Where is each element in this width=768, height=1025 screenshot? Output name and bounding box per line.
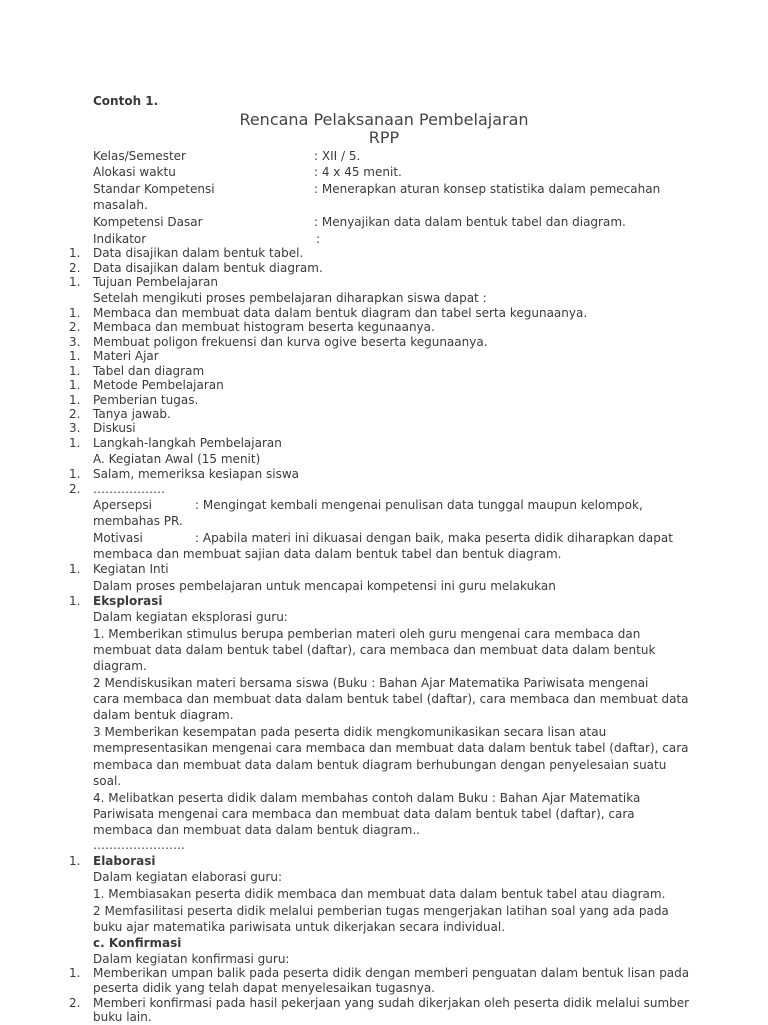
indikator-item: Data disajikan dalam bentuk diagram.	[93, 261, 323, 275]
example-label: Contoh 1.	[93, 94, 159, 108]
list-marker: 1.	[69, 467, 81, 481]
elaborasi-intro: Dalam kegiatan elaborasi guru:	[93, 870, 282, 884]
eksplorasi-point-3: soal.	[93, 774, 122, 788]
motivasi-text: : Apabila materi ini dikuasai dengan baik, maka peserta didik diharapkan dapat	[195, 531, 673, 545]
document-title: Rencana Pelaksanaan Pembelajaran	[239, 110, 529, 129]
langkah-heading: Langkah-langkah Pembelajaran	[93, 436, 282, 450]
list-marker: 3.	[69, 335, 81, 349]
indikator-value: :	[316, 232, 321, 246]
list-marker: 1.	[69, 393, 81, 407]
tujuan-item: Membuat poligon frekuensi dan kurva ogive beserta kegunaanya.	[93, 335, 488, 349]
tujuan-item: Membaca dan membuat histogram beserta kegunaanya.	[93, 320, 435, 334]
alokasi-value: : 4 x 45 menit.	[314, 165, 402, 179]
list-marker: 2.	[69, 482, 81, 496]
awal-item: Salam, memeriksa kesiapan siswa	[93, 467, 299, 481]
list-marker: 1.	[69, 562, 81, 576]
list-marker: 2.	[69, 320, 81, 334]
sk-continuation: masalah.	[93, 198, 148, 212]
apersepsi-text: : Mengingat kembali mengenai penulisan data tunggal maupun kelompok,	[195, 498, 643, 512]
indikator-label: Indikator	[93, 232, 147, 246]
indikator-item: Data disajikan dalam bentuk tabel.	[93, 246, 304, 260]
materi-item: Tabel dan diagram	[93, 364, 205, 378]
motivasi-label: Motivasi	[93, 531, 143, 545]
eksplorasi-point-4: membaca dan membuat data dalam bentuk diagram..	[93, 823, 420, 837]
list-marker: 1.	[69, 306, 81, 320]
elaborasi-point-2: buku ajar matematika pariwisata untuk dikerjakan secara individual.	[93, 920, 506, 934]
kd-value: : Menyajikan data dalam bentuk tabel dan diagram.	[314, 215, 626, 229]
eksplorasi-point-2: cara membaca dan membuat data dalam bentuk tabel (daftar), cara membaca dan membuat data	[93, 692, 689, 706]
sk-value: : Menerapkan aturan konsep statistika dalam pemecahan	[314, 182, 661, 196]
kegiatan-awal-heading: A. Kegiatan Awal (15 menit)	[93, 452, 261, 466]
eksplorasi-point-1: diagram.	[93, 659, 147, 673]
sk-label: Standar Kompetensi	[93, 182, 215, 196]
metode-item: Diskusi	[93, 421, 136, 435]
eksplorasi-point-2: 2 Mendiskusikan materi bersama siswa (Buku : Bahan Ajar Matematika Pariwisata mengenai	[93, 676, 649, 690]
awal-item: ………………	[93, 482, 165, 496]
list-marker: 1.	[69, 436, 81, 450]
tujuan-heading: Tujuan Pembelajaran	[93, 275, 218, 289]
elaborasi-heading: Elaborasi	[93, 854, 156, 868]
eksplorasi-point-4: …………………..	[93, 838, 185, 852]
eksplorasi-point-4: 4. Melibatkan peserta didik dalam membahas contoh dalam Buku : Bahan Ajar Matematika	[93, 791, 641, 805]
metode-item: Pemberian tugas.	[93, 393, 199, 407]
kd-label: Kompetensi Dasar	[93, 215, 203, 229]
eksplorasi-point-1: 1. Memberikan stimulus berupa pemberian materi oleh guru mengenai cara membaca dan	[93, 627, 641, 641]
kegiatan-inti-heading: Kegiatan Inti	[93, 562, 169, 576]
konfirmasi-intro: Dalam kegiatan konfirmasi guru:	[93, 952, 290, 966]
motivasi-continuation: membaca dan membuat sajian data dalam bentuk tabel dan bentuk diagram.	[93, 547, 562, 561]
tujuan-intro: Setelah mengikuti proses pembelajaran diharapkan siswa dapat :	[93, 291, 487, 305]
list-marker: 2.	[69, 407, 81, 421]
konfirmasi-point-2: buku lain.	[93, 1010, 152, 1024]
materi-heading: Materi Ajar	[93, 349, 159, 363]
list-marker: 1.	[69, 246, 81, 260]
inti-intro: Dalam proses pembelajaran untuk mencapai kompetensi ini guru melakukan	[93, 579, 556, 593]
list-marker: 2.	[69, 261, 81, 275]
eksplorasi-point-3: 3 Memberikan kesempatan pada peserta didik mengkomunikasikan secara lisan atau	[93, 725, 607, 739]
list-marker: 1.	[69, 364, 81, 378]
list-marker: 1.	[69, 854, 81, 868]
konfirmasi-point-2: Memberi konfirmasi pada hasil pekerjaan yang sudah dikerjakan oleh peserta didik melalui sumber	[93, 996, 690, 1010]
document-subtitle: RPP	[368, 128, 400, 147]
eksplorasi-point-2: dalam bentuk diagram.	[93, 708, 234, 722]
konfirmasi-point-1: Memberikan umpan balik pada peserta didik dengan memberi penguatan dalam bentuk lisan pada	[93, 966, 690, 980]
list-marker: 1.	[69, 378, 81, 392]
kelas-label: Kelas/Semester	[93, 149, 186, 163]
list-marker: 1.	[69, 349, 81, 363]
eksplorasi-point-3: membaca dan membuat data dalam bentuk diagram berhubungan dengan penyelesaian suatu	[93, 758, 667, 772]
alokasi-label: Alokasi waktu	[93, 165, 176, 179]
kelas-value: : XII / 5.	[314, 149, 361, 163]
metode-item: Tanya jawab.	[93, 407, 171, 421]
list-marker: 1.	[69, 275, 81, 289]
elaborasi-point-1: 1. Membiasakan peserta didik membaca dan membuat data dalam bentuk tabel atau diagram.	[93, 887, 666, 901]
eksplorasi-heading: Eksplorasi	[93, 594, 163, 608]
list-marker: 2.	[69, 996, 81, 1010]
apersepsi-continuation: membahas PR.	[93, 514, 183, 528]
elaborasi-point-2: 2 Memfasilitasi peserta didik melalui pemberian tugas mengerjakan latihan soal yang ada pada	[93, 904, 669, 918]
konfirmasi-heading: c. Konfirmasi	[93, 936, 182, 950]
list-marker: 1.	[69, 594, 81, 608]
list-marker: 1.	[69, 966, 81, 980]
konfirmasi-point-1: peserta didik yang telah dapat menyelesaikan tugasnya.	[93, 981, 435, 995]
tujuan-item: Membaca dan membuat data dalam bentuk diagram dan tabel serta kegunaanya.	[93, 306, 588, 320]
apersepsi-label: Apersepsi	[93, 498, 152, 512]
metode-heading: Metode Pembelajaran	[93, 378, 224, 392]
eksplorasi-point-4: Pariwisata mengenai cara membaca dan membuat data dalam bentuk tabel (daftar), cara	[93, 807, 635, 821]
eksplorasi-intro: Dalam kegiatan eksplorasi guru:	[93, 610, 288, 624]
eksplorasi-point-3: mempresentasikan mengenai cara membaca dan membuat data dalam bentuk tabel (daftar), cara	[93, 741, 689, 755]
list-marker: 3.	[69, 421, 81, 435]
eksplorasi-point-1: membuat data dalam bentuk tabel (daftar), cara membaca dan membuat data dalam bentuk	[93, 643, 656, 657]
